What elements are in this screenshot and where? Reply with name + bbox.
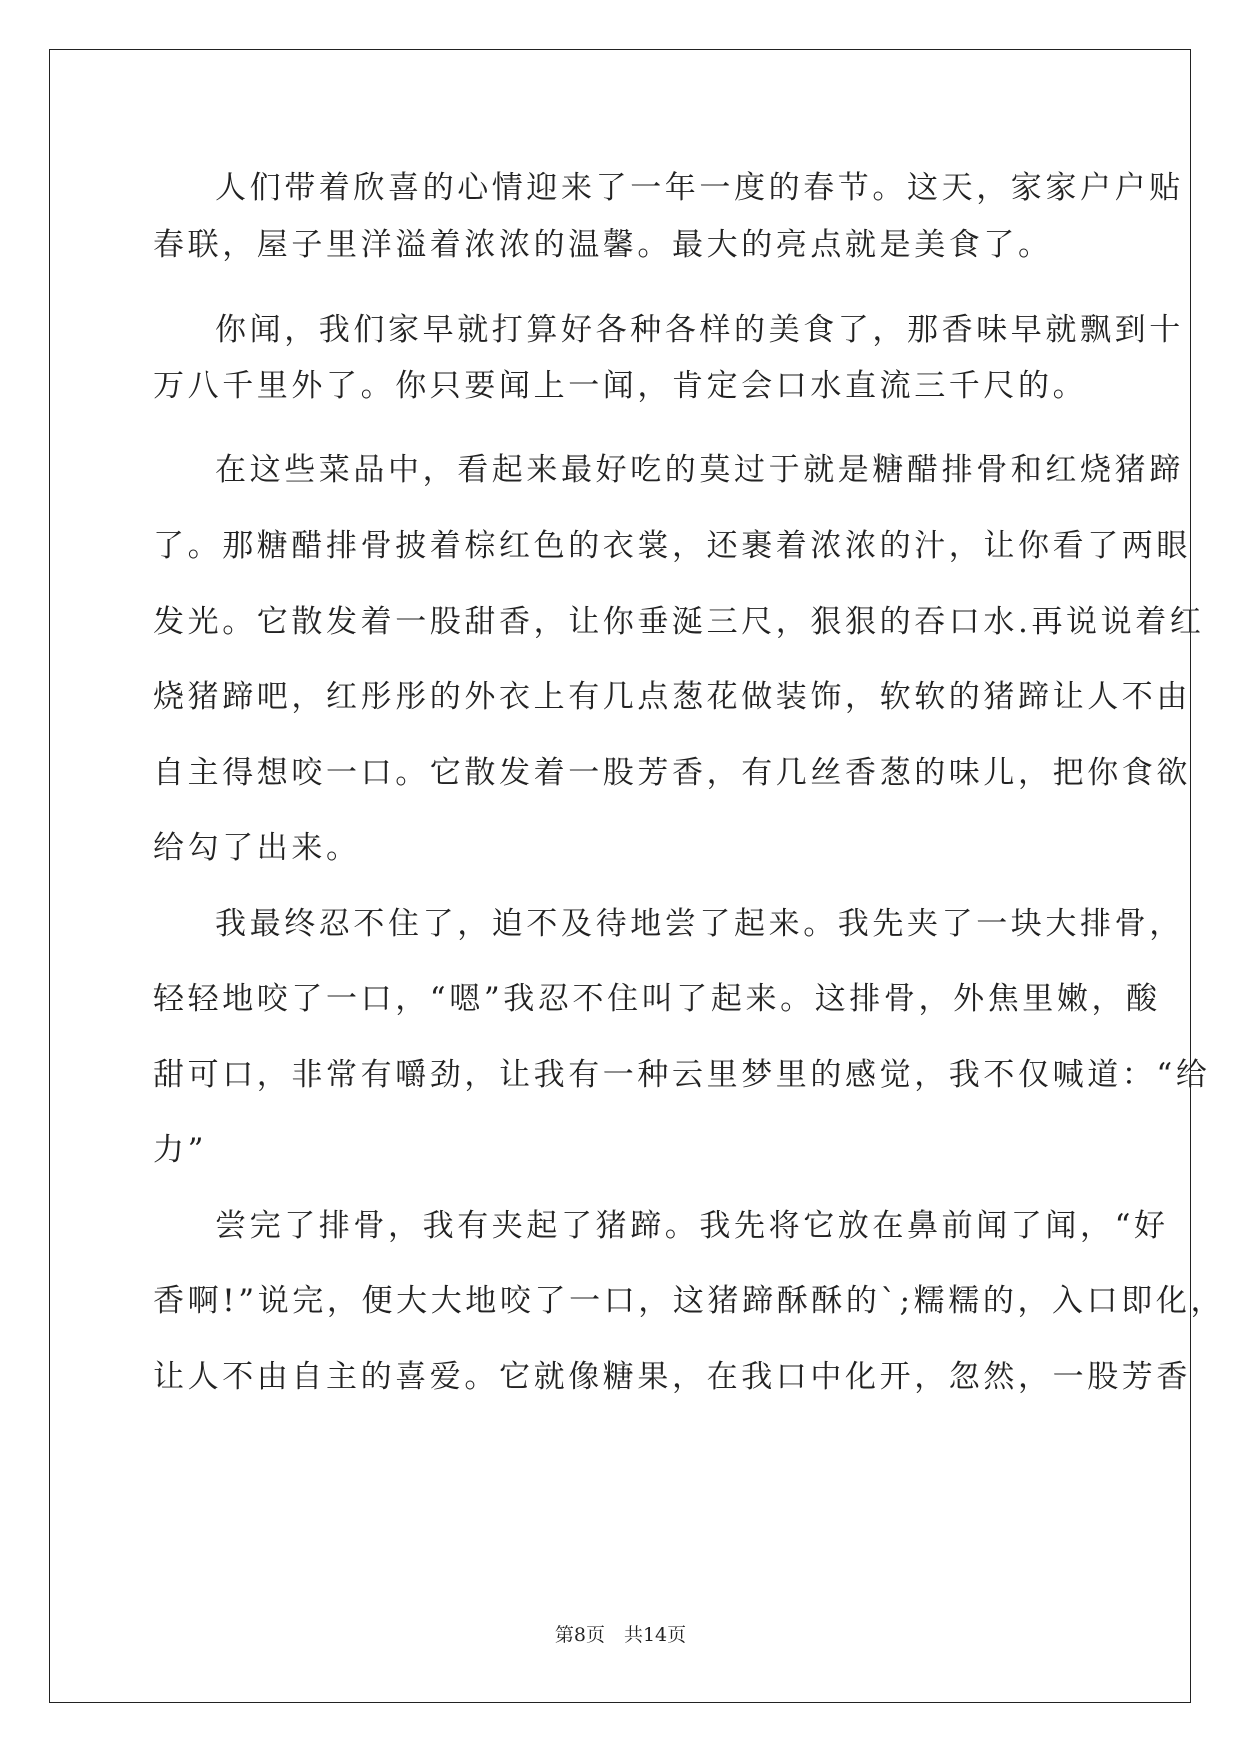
text-line: 尝完了排骨，我有夹起了猪蹄。我先将它放在鼻前闻了闻，“好 — [215, 1208, 1169, 1244]
text-line: 人们带着欣喜的心情迎来了一年一度的春节。这天，家家户户贴 — [215, 170, 1184, 206]
page-number-footer: 第8页 共14页 — [554, 1624, 687, 1646]
text-line: 了。那糖醋排骨披着棕红色的衣裳，还裹着浓浓的汁，让你看了两眼 — [153, 528, 1191, 564]
text-line: 力” — [153, 1132, 208, 1168]
text-line: 发光。它散发着一股甜香，让你垂涎三尺，狠狠的吞口水.再说说着红 — [153, 604, 1205, 640]
text-line: 春联，屋子里洋溢着浓浓的温馨。最大的亮点就是美食了。 — [153, 227, 1053, 263]
text-line: 轻轻地咬了一口，“嗯”我忍不住叫了起来。这排骨，外焦里嫩，酸 — [153, 981, 1161, 1017]
text-line: 你闻，我们家早就打算好各种各样的美食了，那香味早就飘到十 — [215, 312, 1184, 348]
text-line: 甜可口，非常有嚼劲，让我有一种云里梦里的感觉，我不仅喊道：“给 — [153, 1057, 1211, 1093]
text-line: 我最终忍不住了，迫不及待地尝了起来。我先夹了一块大排骨， — [215, 906, 1184, 942]
text-line: 烧猪蹄吧，红彤彤的外衣上有几点葱花做装饰，软软的猪蹄让人不由 — [153, 679, 1191, 715]
page-border — [49, 49, 1191, 1703]
text-line: 自主得想咬一口。它散发着一股芳香，有几丝香葱的味儿，把你食欲 — [153, 755, 1191, 791]
text-line: 香啊!”说完，便大大地咬了一口，这猪蹄酥酥的`;糯糯的，入口即化， — [153, 1283, 1226, 1319]
text-line: 让人不由自主的喜爱。它就像糖果，在我口中化开，忽然，一股芳香 — [153, 1359, 1191, 1395]
text-line: 在这些菜品中，看起来最好吃的莫过于就是糖醋排骨和红烧猪蹄 — [215, 452, 1184, 488]
text-line: 万八千里外了。你只要闻上一闻，肯定会口水直流三千尺的。 — [153, 368, 1088, 404]
text-line: 给勾了出来。 — [153, 830, 361, 866]
